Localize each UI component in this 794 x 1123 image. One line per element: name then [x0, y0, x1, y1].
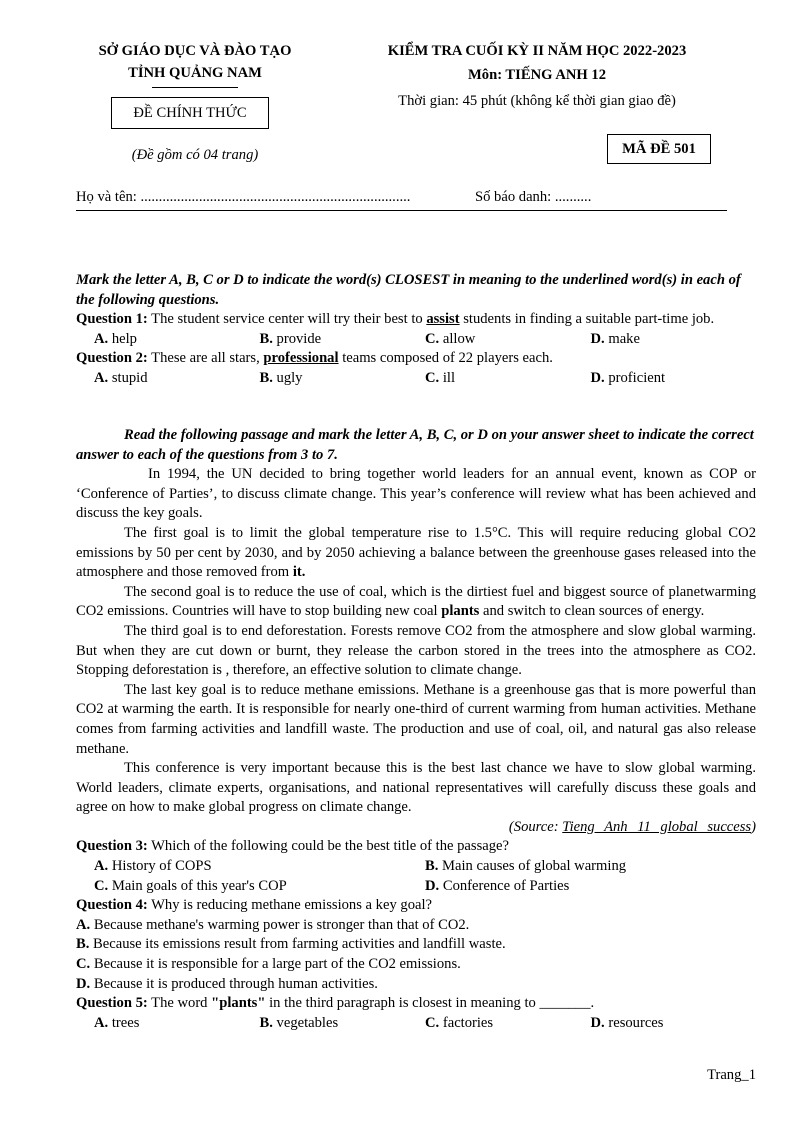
- question-3: [76, 837, 756, 857]
- section-2-instruction: Read the following passage and mark the letter A, B, C, or D on your answer sheet to indicate the correct answer to each of the questions from 3 to 7.: [76, 427, 754, 463]
- pages-note: (Đề gồm có 04 trang): [131, 147, 259, 163]
- passage-paragraph-1: In 1994, the UN decided to bring together world leaders for an annual event, known as COP or ‘Conference of Parties’, to discuss climate change. This year’s conference will review what has been achieved and discuss the key goals.: [76, 466, 756, 522]
- province-name: TỈNH QUẢNG NAM: [128, 65, 262, 81]
- question-1-options: [76, 330, 756, 350]
- option-b[interactable]: B. Because its emissions result from farming activities and landfill waste.: [76, 936, 506, 953]
- department-name: SỞ GIÁO DỤC VÀ ĐÀO TẠO: [98, 43, 292, 59]
- option-c[interactable]: C. Because it is responsible for a large part of the CO2 emissions.: [76, 956, 461, 973]
- passage-paragraph-6: This conference is very important because this is the best last chance we have to slow global warming. World leaders, climate experts, organisations, and national representatives will carefully discuss these goals and agree on how to make global progress on climate change.: [76, 760, 756, 816]
- question-text: Which of the following could be the best title of the passage?: [147, 838, 509, 855]
- highlighted-word: it.: [292, 564, 306, 581]
- option-d[interactable]: D. resources: [590, 1014, 664, 1031]
- option-a[interactable]: A. stupid: [94, 369, 148, 386]
- quoted-word: "plants": [211, 995, 266, 1012]
- option-a[interactable]: A. trees: [94, 1014, 140, 1031]
- passage-paragraph-5: The last key goal is to reduce methane emissions. Methane is a greenhouse gas that is more powerful than CO2 at warming the earth. It is responsible for nearly one-third of current warming from human activities. Methane comes from farming activities and landfill waste. The production and use of coal, oil, and natural gas also release methane.: [76, 681, 756, 757]
- option-d[interactable]: D. Because it is produced through human activities.: [76, 975, 378, 992]
- passage-paragraph-3: The second goal is to reduce the use of coal, which is the dirtiest fuel and biggest source of planetwarming CO2 emissions. Countries will have to stop building new coal plants and switch to clean sources of energy.: [76, 583, 756, 620]
- exam-subject: Môn: TIẾNG ANH 12: [468, 67, 606, 83]
- option-d[interactable]: D. Conference of Parties: [425, 877, 570, 894]
- question-1: [76, 310, 756, 330]
- underlined-word: assist: [426, 311, 460, 328]
- header-divider: [152, 87, 238, 88]
- official-label-box: ĐỀ CHÍNH THỨC: [111, 97, 269, 129]
- question-2-options: [76, 369, 756, 389]
- option-b[interactable]: B. Main causes of global warming: [425, 858, 627, 875]
- name-field[interactable]: Họ và tên: ..........................................................................: [76, 189, 411, 205]
- option-a[interactable]: A. Because methane's warming power is stronger than that of CO2.: [76, 916, 470, 933]
- passage-paragraph-4: The third goal is to end deforestation. Forests remove CO2 from the atmosphere and slow global warming. But when they are cut down or burnt, they release the carbon stored in the trees into the atmosphere as CO2. Stopping deforestation is , therefore, an effective solution to climate change.: [76, 622, 756, 679]
- option-a[interactable]: A. History of COPS: [94, 858, 212, 875]
- exam-code-box: MÃ ĐỀ 501: [607, 134, 711, 164]
- option-c[interactable]: C. factories: [425, 1014, 494, 1031]
- page-number: Trang_1: [707, 1067, 756, 1083]
- underlined-word: professional: [263, 350, 339, 367]
- question-5: Question 5: The word "plants" in the third paragraph is closest in meaning to _______.: [76, 995, 595, 1012]
- question-label: Question 4:: [76, 897, 148, 914]
- question-label: Question 1:: [76, 311, 148, 328]
- passage-source: (Source: Tieng Anh 11 global success): [508, 818, 756, 835]
- student-info-line: [76, 188, 727, 211]
- question-4: [76, 896, 756, 916]
- option-d[interactable]: D. make: [590, 330, 640, 347]
- option-b[interactable]: B. provide: [259, 330, 322, 347]
- question-text: The student service center will try their best to: [147, 311, 427, 328]
- question-text: Why is reducing methane emissions a key goal?: [147, 897, 433, 914]
- student-id-field[interactable]: Số báo danh: ..........: [475, 189, 592, 205]
- question-label: Question 3:: [76, 838, 148, 855]
- question-label: Question 5:: [76, 995, 148, 1012]
- question-text: students in finding a suitable part-time job.: [459, 311, 715, 328]
- option-b[interactable]: B. vegetables: [259, 1014, 339, 1031]
- question-3-options-row2: [76, 877, 756, 897]
- question-text: teams composed of 22 players each.: [338, 350, 553, 367]
- section-2: [76, 426, 756, 1033]
- question-5-options: [76, 1014, 756, 1034]
- option-c[interactable]: C. allow: [425, 330, 476, 347]
- option-a[interactable]: A. help: [94, 330, 137, 347]
- question-3-options-row1: [76, 857, 756, 877]
- question-label: Question 2:: [76, 350, 148, 367]
- exam-time: Thời gian: 45 phút (không kể thời gian giao đề): [398, 93, 676, 109]
- section-1: [76, 271, 756, 389]
- option-d[interactable]: D. proficient: [590, 369, 666, 386]
- highlighted-word: plants: [441, 603, 480, 620]
- option-c[interactable]: C. Main goals of this year's COP: [94, 877, 287, 894]
- option-c[interactable]: C. ill: [425, 369, 456, 386]
- section-1-instruction: Mark the letter A, B, C or D to indicate the word(s) CLOSEST in meaning to the underlined word(s) in each of the following questions.: [76, 272, 741, 308]
- exam-title: KIỂM TRA CUỐI KỲ II NĂM HỌC 2022-2023: [387, 43, 687, 59]
- question-text: These are all stars,: [147, 350, 264, 367]
- passage-paragraph-2: The first goal is to limit the global temperature rise to 1.5°C. This will require reducing global CO2 emissions by 50 per cent by 2030, and by 2050 achieving a balance between the greenhouse gases released into the atmosphere and those removed from it.: [76, 524, 756, 581]
- question-2: [76, 349, 756, 369]
- option-b[interactable]: B. ugly: [259, 369, 303, 386]
